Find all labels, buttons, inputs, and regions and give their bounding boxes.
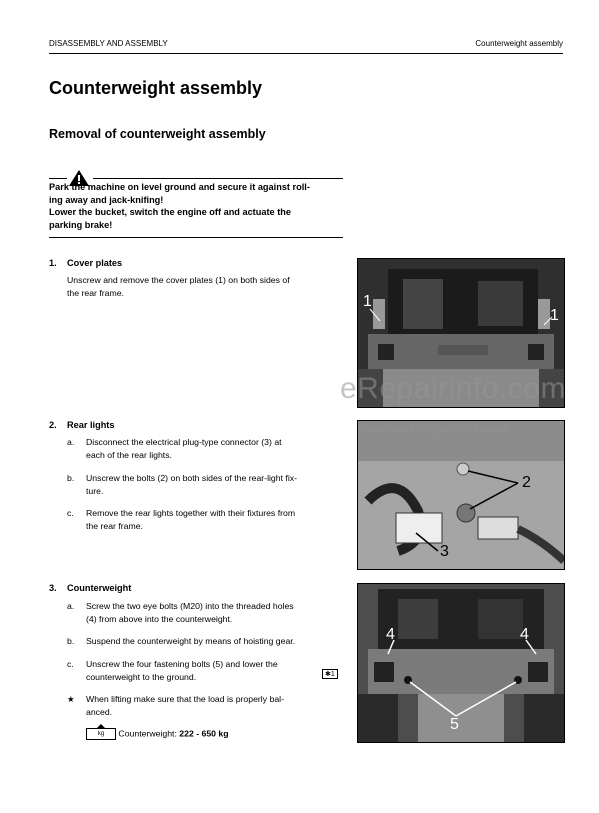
- counterweight-step-b: b. Suspend the counterweight by means of hoisting gear.: [67, 636, 296, 646]
- counterweight-illustration: [358, 584, 564, 742]
- page-title: Counterweight assembly: [49, 78, 263, 98]
- weight-label: Counterweight:: [118, 728, 180, 739]
- callout-3: 3: [440, 543, 449, 560]
- header-topic: Counterweight assembly: [475, 39, 563, 48]
- watermark-sub: watermark only on this sample: [366, 423, 508, 435]
- counterweight-step-a: a. Screw the two eye bolts (M20) into the threaded holes (4) from above into the counterweight.: [67, 601, 294, 624]
- callout-4-left: 4: [386, 626, 395, 643]
- counterweight-note: ★ When lifting make sure that the load is properly bal- anced.: [67, 694, 284, 717]
- rear-lights-step-a: a. Disconnect the electrical plug-type connector (3) at each of the rear lights.: [67, 437, 282, 460]
- warning-line: ing away and jack-knifing!: [49, 194, 164, 205]
- star-icon: ★: [67, 694, 75, 704]
- rear-lights-step-c: c. Remove the rear lights together with their fixtures from the rear frame.: [67, 508, 296, 531]
- warning-text: [49, 181, 343, 231]
- rear-light-connector-illustration: [358, 421, 564, 569]
- section-heading-cover-plates: 1. Cover plates: [49, 258, 123, 268]
- header-rule: [49, 53, 563, 54]
- photo-counterweight: [357, 583, 565, 743]
- photo-rear-lights: [357, 420, 565, 570]
- warning-line: parking brake!: [49, 219, 113, 230]
- callout-1-right: 1: [550, 307, 559, 324]
- warning-bottom-rule: [49, 237, 343, 238]
- section-heading-counterweight: 3. Counterweight: [49, 583, 132, 593]
- warning-line: Park the machine on level ground and secure it against roll-: [49, 182, 310, 192]
- header-section: DISASSEMBLY AND ASSEMBLY: [49, 39, 168, 48]
- callout-4-right: 4: [520, 626, 529, 643]
- callout-5: 5: [450, 716, 459, 733]
- section-heading-rear-lights: 2. Rear lights: [49, 420, 115, 430]
- weight-value: 222 - 650 kg: [179, 728, 229, 739]
- warning-rule-right: [93, 178, 343, 179]
- warning-rule-left: [49, 178, 67, 179]
- weight-icon: kg: [86, 728, 116, 740]
- counterweight-step-c: c. Unscrew the four fastening bolts (5) and lower the counterweight to the ground.: [67, 659, 278, 682]
- callout-2: 2: [522, 474, 531, 491]
- counterweight-spec: [86, 728, 229, 740]
- warning-line: Lower the bucket, switch the engine off and actuate the: [49, 207, 291, 218]
- reference-mark: ✱1: [322, 669, 338, 679]
- section-subtitle: Removal of counterweight assembly: [49, 127, 266, 141]
- cover-plates-text: Unscrew and remove the cover plates (1) on both sides of the rear frame.: [67, 275, 290, 298]
- running-header: [49, 39, 563, 53]
- rear-lights-step-b: b. Unscrew the bolts (2) on both sides of the rear-light fix- ture.: [67, 473, 298, 496]
- callout-1-left: 1: [363, 293, 372, 310]
- watermark: eRepairinfo.com: [340, 372, 566, 405]
